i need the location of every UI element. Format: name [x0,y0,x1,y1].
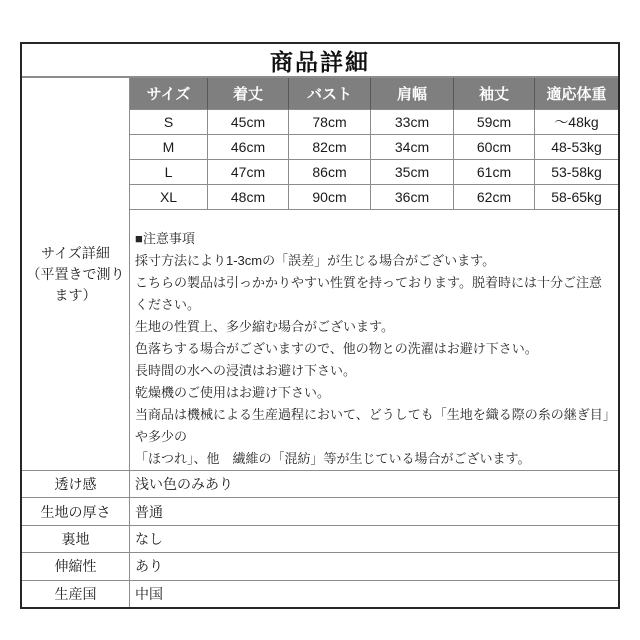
size-chart-row-m [130,135,618,160]
size-chart-cell: 62cm [454,185,535,210]
spec-label-lining: 裏地 [22,526,130,552]
size-chart-cell: ～48kg [535,110,618,135]
spec-row-lining [22,525,618,552]
notes-line: こちらの製品は引っかかりやすい性質を持っております。脱着時には十分ご注意ください。 [135,275,602,312]
size-chart-and-notes [130,78,618,470]
size-chart-cell: 78cm [289,110,371,135]
size-chart-cell: 60cm [454,135,535,160]
size-chart-cell: 61cm [454,160,535,185]
size-chart-header-size: サイズ [130,78,208,110]
product-detail-card [20,42,620,609]
spec-label-fabric-thickness: 生地の厚さ [22,498,130,524]
size-chart-header-bust: バスト [289,78,371,110]
notes-line: 生地の性質上、多少縮む場合がございます。 [135,319,394,334]
spec-value-country: 中国 [135,585,163,602]
size-detail-row-label-line1: サイズ詳細 [41,244,110,261]
spec-row-sheerness [22,470,618,497]
size-chart-cell: 34cm [371,135,454,160]
size-detail-row-label [22,78,130,470]
size-chart-cell: XL [130,185,208,210]
spec-label-sheerness: 透け感 [22,471,130,497]
size-chart-cell: L [130,160,208,185]
notes-line: 採寸方法により1-3cmの「誤差」が生じる場合がございます。 [135,253,496,268]
size-chart-row-xl [130,185,618,210]
size-chart-cell: 33cm [371,110,454,135]
notes-line: 乾燥機のご使用はお避け下さい。 [135,385,331,400]
size-chart-cell: 48-53kg [535,135,618,160]
size-chart-header-row [130,78,618,110]
spec-section [22,470,618,607]
spec-row-fabric-thickness [22,497,618,524]
size-chart-cell: M [130,135,208,160]
spec-value-lining: なし [135,531,163,548]
size-chart-row-s [130,110,618,135]
product-detail-title: 商品詳細 [22,44,618,78]
size-chart-cell: 53-58kg [535,160,618,185]
size-chart-header-sleeve: 袖丈 [454,78,535,110]
size-detail-section [22,78,618,470]
size-chart-row-l [130,160,618,185]
size-chart-header-length: 着丈 [208,78,289,110]
spec-value-stretch: あり [135,558,163,575]
notes-block [130,210,618,470]
spec-row-stretch [22,552,618,579]
size-chart-cell: 45cm [208,110,289,135]
size-chart-cell: 36cm [371,185,454,210]
notes-line: 「ほつれ」、他 繊維の「混紡」等が生じている場合がございます。 [135,451,531,466]
size-chart-cell: 58-65kg [535,185,618,210]
notes-line: 長時間の水への浸漬はお避け下さい。 [135,363,357,378]
size-chart-cell: 59cm [454,110,535,135]
spec-label-country: 生産国 [22,581,130,607]
notes-heading: ■注意事項 [135,231,195,246]
spec-value-sheerness: 浅い色のみあり [135,476,233,493]
spec-row-country [22,580,618,607]
notes-line: 色落ちする場合がございますので、他の物との洗濯はお避け下さい。 [135,341,538,356]
size-chart-cell: 82cm [289,135,371,160]
size-chart-cell: 46cm [208,135,289,160]
size-chart-cell: 47cm [208,160,289,185]
size-detail-row-label-line2: （平置きで測ります） [26,265,125,303]
size-chart-cell: 90cm [289,185,371,210]
size-chart-header-weight: 適応体重 [535,78,618,110]
size-chart-cell: 35cm [371,160,454,185]
notes-line: 当商品は機械による生産過程において、どうしても「生地を織る際の糸の継ぎ目」や多少の [135,407,610,444]
size-chart-cell: 86cm [289,160,371,185]
spec-label-stretch: 伸縮性 [22,553,130,579]
size-chart-cell: 48cm [208,185,289,210]
spec-value-fabric-thickness: 普通 [135,503,163,520]
size-chart-header-shoulder: 肩幅 [371,78,454,110]
size-chart-cell: S [130,110,208,135]
